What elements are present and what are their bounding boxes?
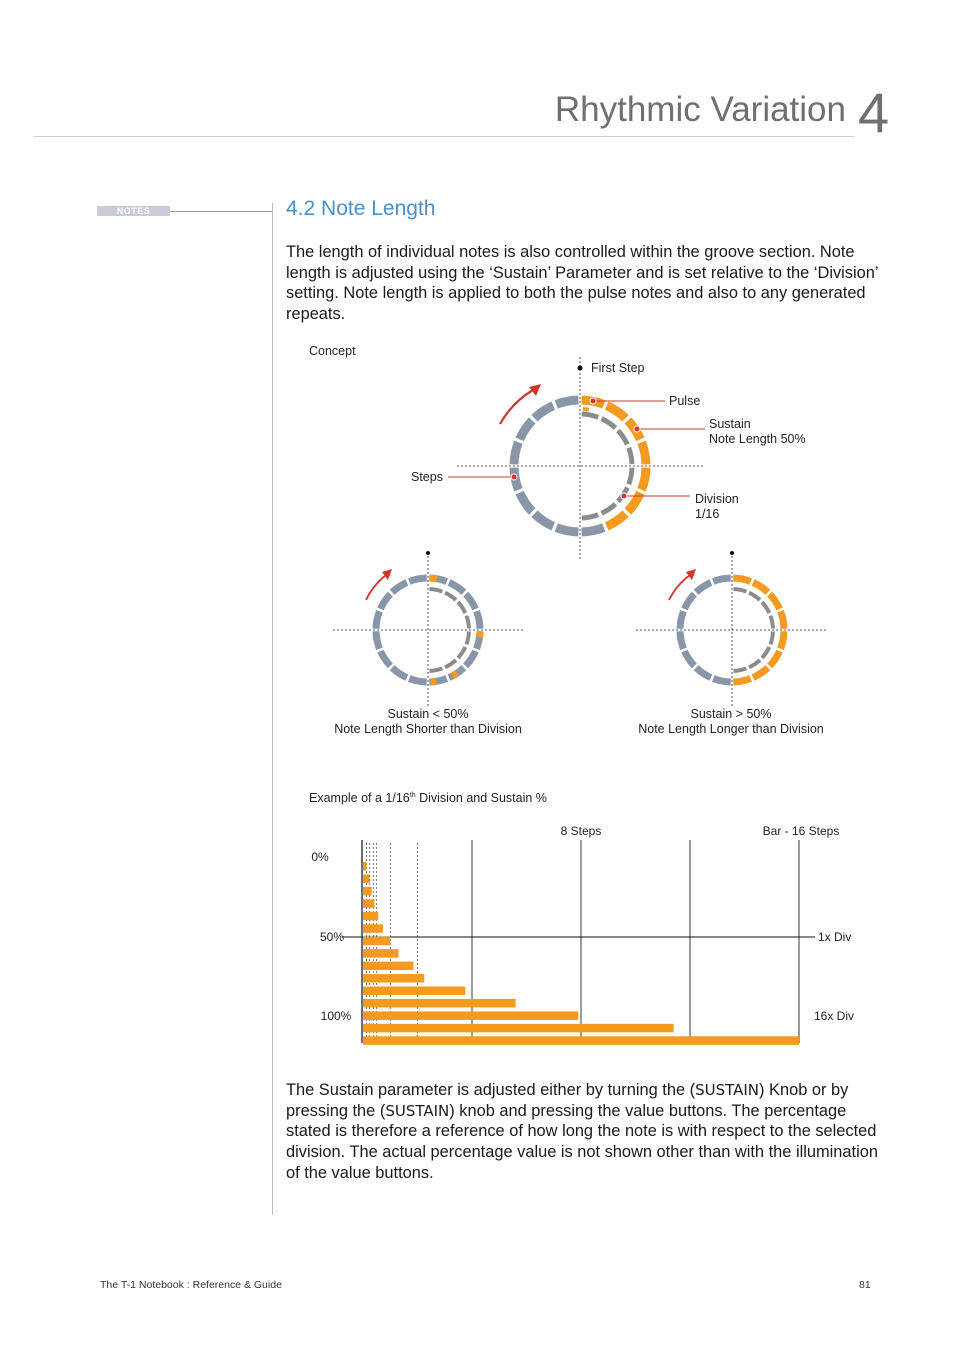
chart-bar (363, 1011, 578, 1020)
chart-bar (363, 912, 378, 921)
notes-tag: NOTES (97, 206, 170, 216)
chart-bar (363, 937, 390, 946)
left-caption-line2: Note Length Shorter than Division (334, 722, 522, 736)
chart-bar (363, 962, 413, 971)
chart-bar (363, 999, 516, 1008)
concept-label: Concept (309, 344, 356, 358)
chart-bar (363, 1036, 799, 1045)
chart-column-label: 8 Steps (560, 824, 602, 838)
body-text (286, 1080, 886, 1184)
chart-right-label: 16x Div (814, 1009, 855, 1023)
steps-label: Steps (411, 470, 443, 484)
chart-bar (363, 862, 367, 871)
example-title-prefix: Example of a 1/16 (309, 791, 410, 805)
chart-bar (363, 974, 424, 983)
chart-column-label: Bar - 16 Steps (762, 824, 840, 838)
pulse-label: Pulse (669, 394, 701, 408)
chart-bar (363, 899, 374, 908)
sustain-keyword-1: SUSTAIN (695, 1081, 760, 1099)
chapter-title: Rhythmic Variation (554, 90, 846, 129)
chart-bar (363, 887, 372, 896)
body-text-part3: ) knob and pressing the value buttons. The percentage stated is therefore a reference of how long the note is with respect to the selected division. The actual percentage value is not shown other than with the illumination of the value buttons. (286, 1101, 878, 1182)
body-paragraph (286, 1080, 886, 1184)
footer-title: The T-1 Notebook : Reference & Guide (100, 1279, 282, 1291)
sustain-keyword-2: SUSTAIN (385, 1101, 450, 1120)
first-step-label: First Step (591, 361, 645, 375)
chart-y-label: 0% (311, 850, 329, 864)
section-heading: 4.2 Note Length (286, 197, 436, 220)
division-label: Division (695, 492, 739, 506)
right-caption-line2: Note Length Longer than Division (638, 722, 824, 736)
body-text-part2: ) Knob or by pressing the ( (286, 1081, 849, 1120)
chart-bar (363, 949, 398, 958)
chapter-number: 4 (858, 81, 890, 144)
page-number: 81 (859, 1279, 871, 1291)
left-caption-line1: Sustain < 50% (387, 707, 469, 721)
chart-bar (363, 987, 465, 996)
chart-y-label: 100% (320, 1009, 352, 1023)
example-title-suffix: Division and Sustain % (415, 791, 547, 805)
example-title-sup: th (409, 791, 416, 799)
intro-text: The length of individual notes is also controlled within the groove section. Note length is adjusted using the ‘Sustain’ Parameter and is set relative to the ‘Division’ setting. Note length is applied to both the pulse notes and also to any generated repeats. (286, 243, 878, 324)
sustain-length-label: Note Length 50% (709, 432, 806, 446)
chart-bar (363, 874, 370, 883)
sustain-label: Sustain (709, 417, 751, 431)
chart-bar (363, 1024, 674, 1033)
right-caption-line1: Sustain > 50% (690, 707, 772, 721)
chart-y-label: 50% (319, 930, 345, 944)
chart-right-label: 1x Div (818, 930, 852, 944)
body-text-part1: The Sustain parameter is adjusted either by turning the ( (286, 1081, 696, 1099)
chart-bar (363, 924, 383, 933)
division-value-label: 1/16 (695, 507, 720, 521)
